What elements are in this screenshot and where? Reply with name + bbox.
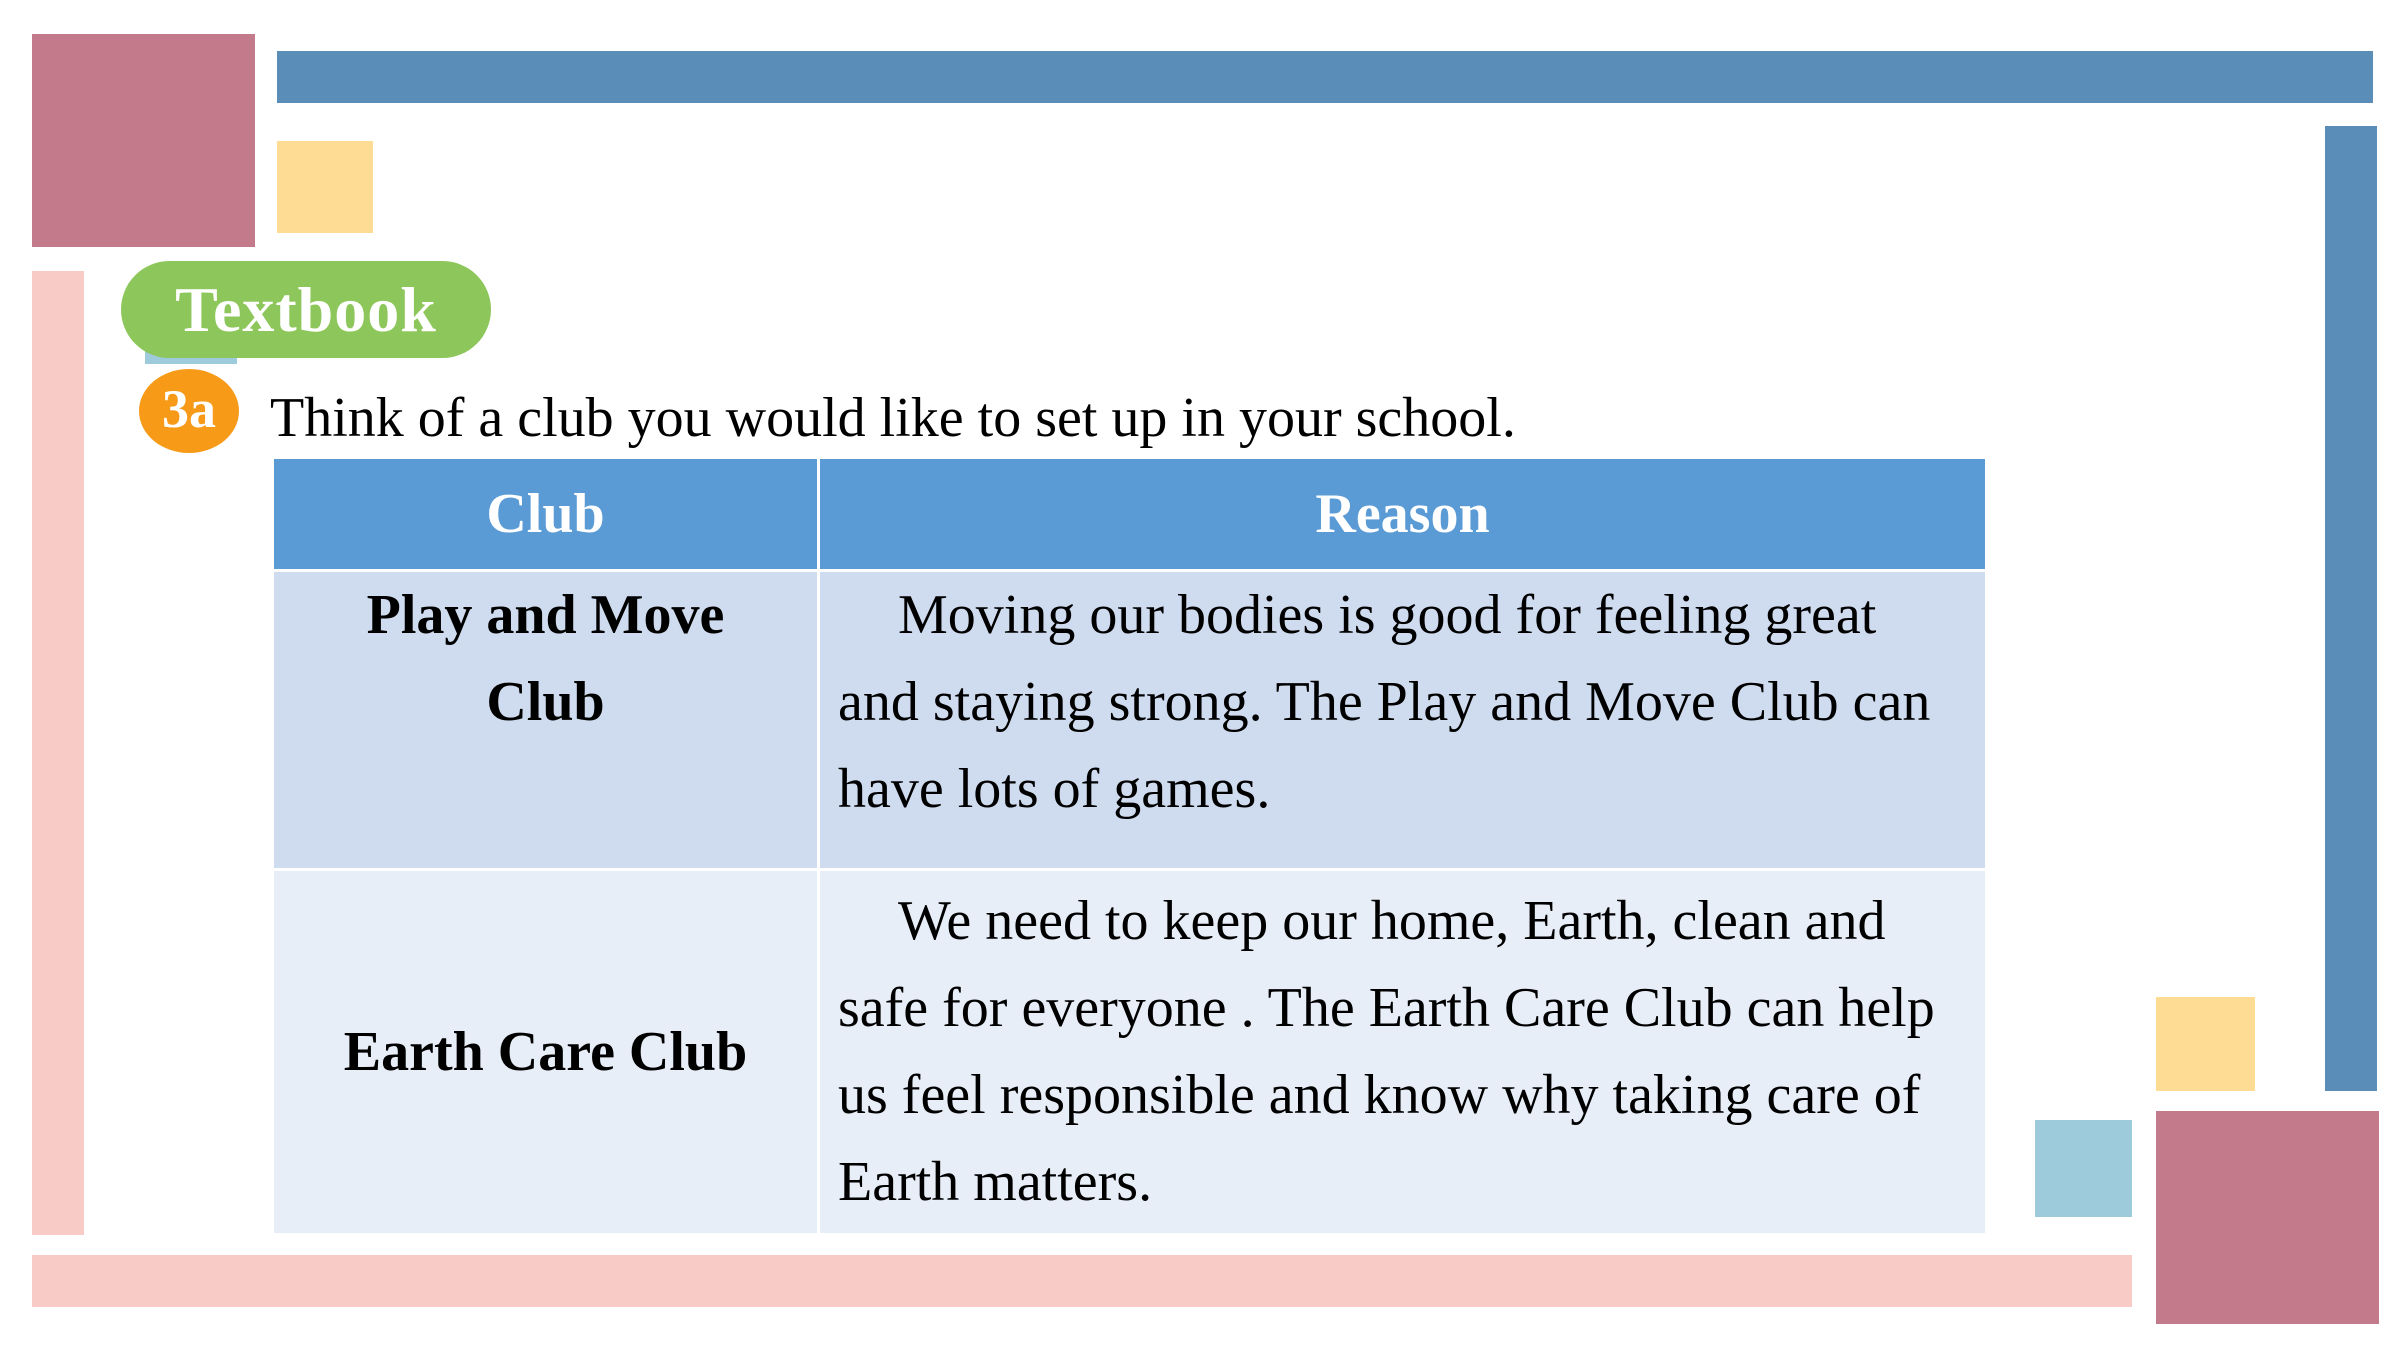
header-club: Club xyxy=(273,458,819,571)
decor-blue-bar-right xyxy=(2325,126,2377,1091)
reason-cell: Moving our bodies is good for feeling great and staying strong. The Play and Move Club can have lots of games. xyxy=(819,571,1987,870)
exercise-number-badge: 3a xyxy=(139,369,239,453)
club-name-cell: Earth Care Club xyxy=(273,870,819,1235)
club-name-cell: Play and Move Club xyxy=(273,571,819,870)
decor-yellow-square-top-left xyxy=(277,141,373,233)
decor-yellow-square-bottom-right xyxy=(2156,997,2255,1091)
table-row xyxy=(273,571,1987,870)
decor-maroon-square-bottom-right xyxy=(2156,1111,2379,1324)
textbook-section-tag: Textbook xyxy=(121,261,491,358)
decor-blue-bar-top xyxy=(277,51,2373,103)
table-header-row xyxy=(273,458,1987,571)
reason-cell: We need to keep our home, Earth, clean and safe for everyone . The Earth Care Club can help us feel responsible and know why taking care of Earth matters. xyxy=(819,870,1987,1235)
header-reason: Reason xyxy=(819,458,1987,571)
club-reason-table xyxy=(271,456,1988,1236)
decor-maroon-square-top-left xyxy=(32,34,255,247)
decor-pink-bar-bottom xyxy=(32,1255,2132,1307)
instruction-text: Think of a club you would like to set up in your school. xyxy=(270,387,1516,449)
table-row xyxy=(273,870,1987,1235)
decor-pink-bar-left xyxy=(32,271,84,1235)
decor-light-blue-square-bottom-right xyxy=(2035,1120,2132,1217)
